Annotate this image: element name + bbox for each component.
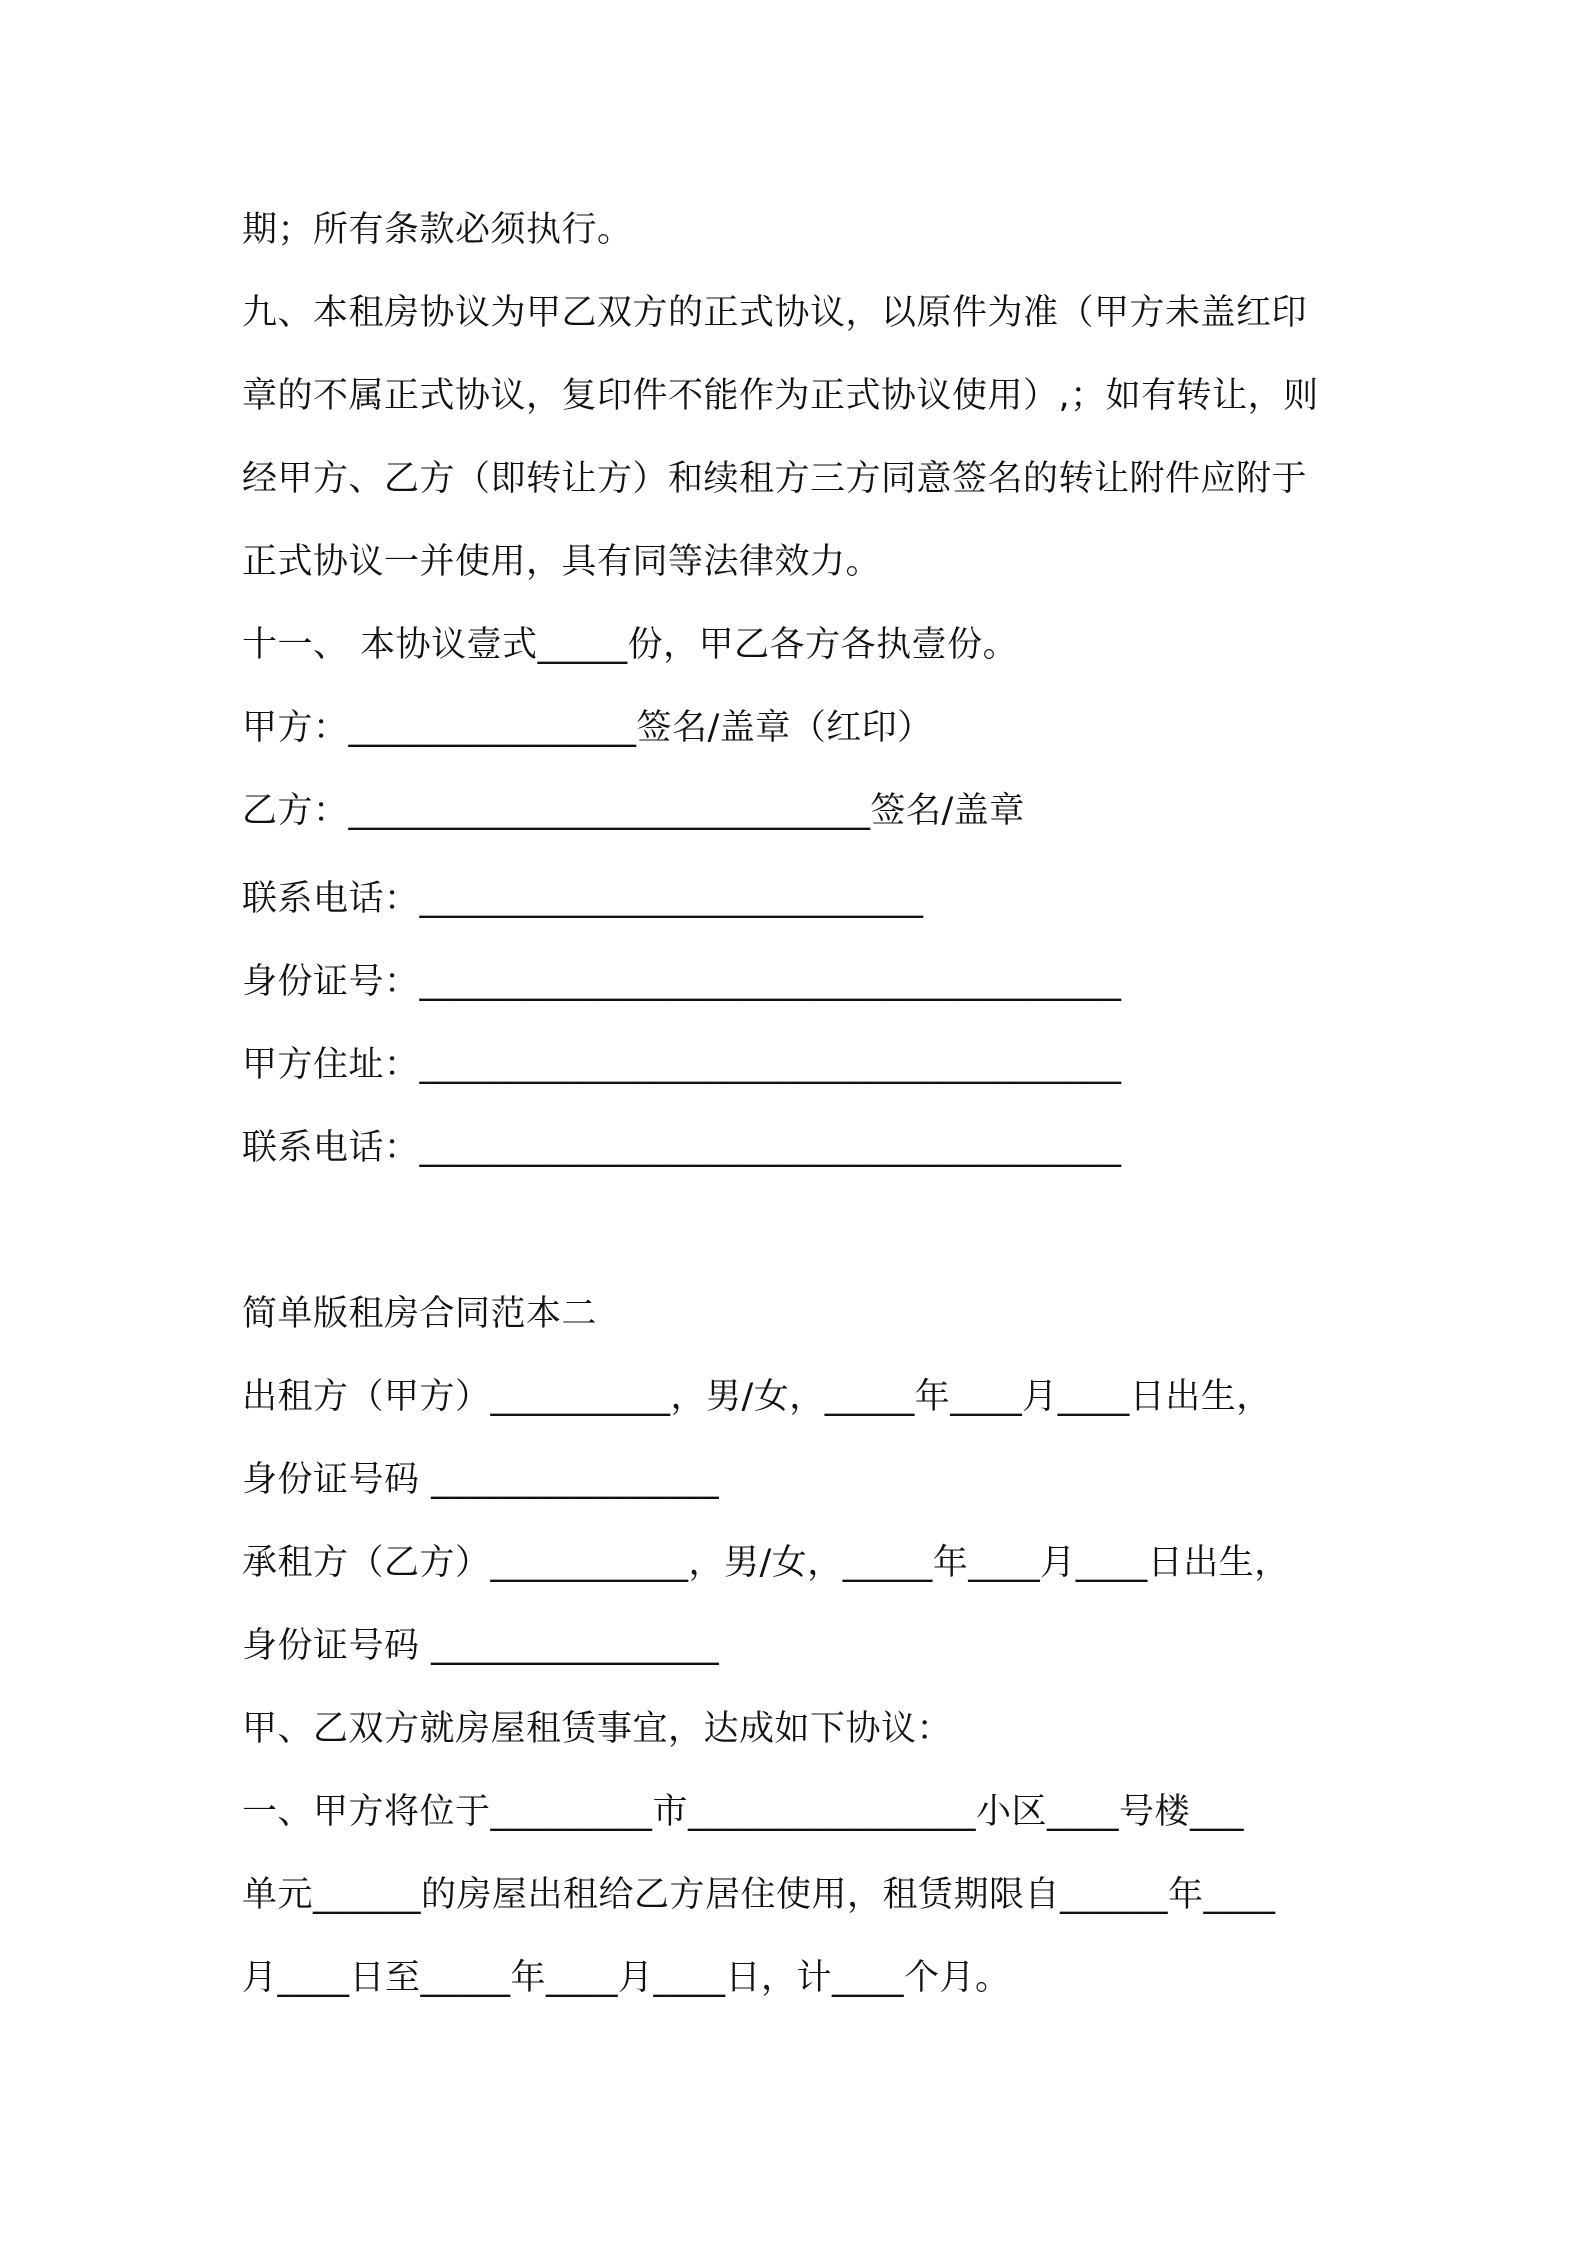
clause-9-line-3: 经甲方、乙方（即转让方）和续租方三方同意签名的转让附件应附于 [242, 459, 1308, 499]
section-title: 简单版租房合同范本二 [242, 1294, 598, 1334]
clause-1-line-2: 单元______的房屋出租给乙方居住使用，租赁期限自______年____ [242, 1875, 1276, 1915]
phone-line-2: 联系电话：_______________________________________ [242, 1128, 1122, 1168]
lessee-line: 承租方（乙方）___________，男/女，_____年____月____日出生， [242, 1543, 1290, 1583]
phone-line-1: 联系电话：____________________________ [242, 879, 924, 919]
lessee-id-line: 身份证号码 ________________ [242, 1626, 720, 1666]
clause-1-line-3: 月____日至_____年____月____日，计____个月。 [242, 1958, 1011, 1998]
party-a-signature-line: 甲方：________________签名/盖章（红印） [242, 708, 933, 748]
party-b-signature-line: 乙方：_____________________________签名/盖章 [242, 791, 1025, 831]
text-line-1: 期；所有条款必须执行。 [242, 210, 633, 250]
clause-9-line-2: 章的不属正式协议，复印件不能作为正式协议使用）,；如有转让，则 [242, 376, 1319, 416]
lessor-line: 出租方（甲方）__________，男/女，_____年____月____日出生， [242, 1377, 1272, 1417]
clause-9-line-4: 正式协议一并使用，具有同等法律效力。 [242, 542, 882, 582]
lessor-id-line: 身份证号码 ________________ [242, 1460, 720, 1500]
clause-1-line-1: 一、甲方将位于_________市________________小区____号楼___ [242, 1792, 1245, 1832]
agreement-intro-line: 甲、乙双方就房屋租赁事宜，达成如下协议： [242, 1709, 953, 1749]
id-number-line: 身份证号：_______________________________________ [242, 962, 1122, 1002]
party-a-address-line: 甲方住址：_______________________________________ [242, 1045, 1122, 1085]
clause-11-line: 十一、 本协议壹式_____份，甲乙各方各执壹份。 [242, 625, 1019, 665]
clause-9-line-1: 九、本租房协议为甲乙双方的正式协议，以原件为准（甲方未盖红印 [242, 293, 1308, 333]
